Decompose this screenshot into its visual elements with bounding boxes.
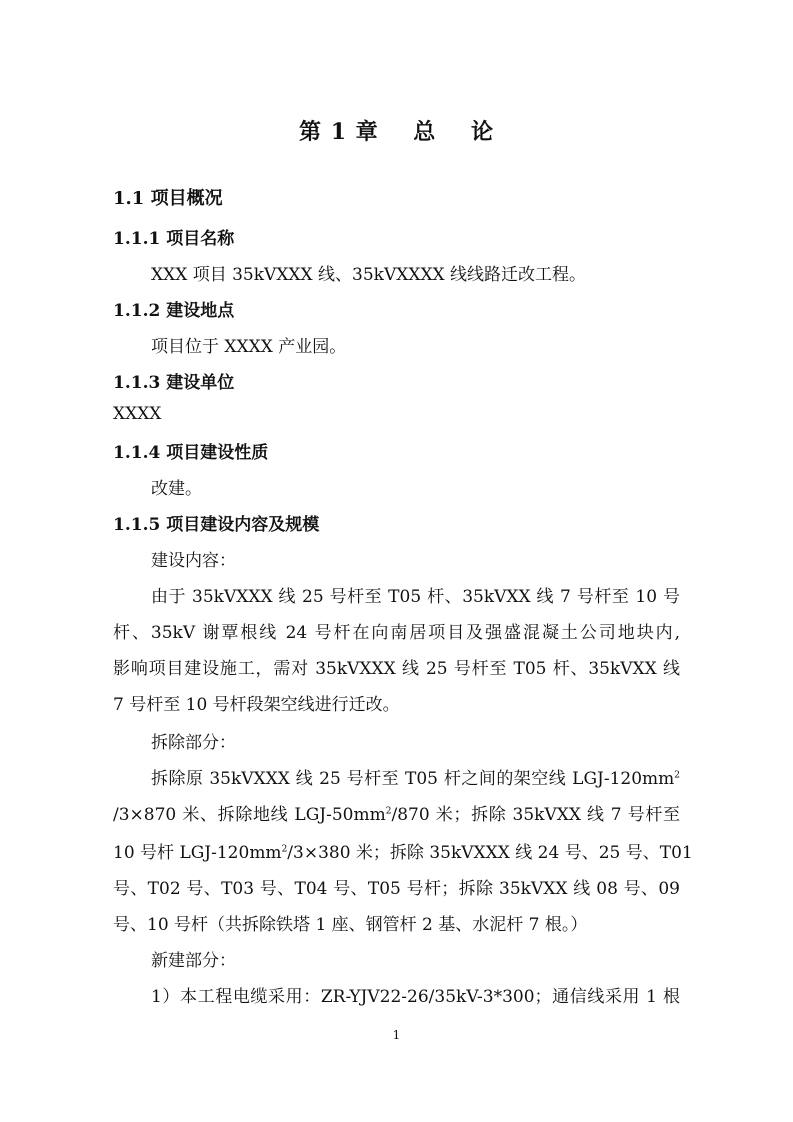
content-line: 由于 35kVXXX 线 25 号杆至 T05 杆、35kVXX 线 7 号杆至 10 号 <box>151 587 680 607</box>
new-line: 1）本工程电缆采用：ZR-YJV22-26/35kV-3*300；通信线采用 1 根 <box>151 987 680 1007</box>
page-number: 1 <box>392 1028 401 1042</box>
demolish-line: 拆除原 35kVXXX 线 25 号杆至 T05 杆之间的架空线 LGJ-$120mm^2$ <box>151 769 680 789</box>
content-label: 建设内容： <box>151 551 236 571</box>
section-heading-1-1-5: 1.1.5 项目建设内容及规模 <box>113 515 320 535</box>
demolish-line: 10 号杆 LGJ-$120mm^2/3\times 380$ 米；拆除 35kVXXX 线 24 号、25 号、T01 <box>113 843 693 863</box>
nature-text: 改建。 <box>151 479 202 499</box>
builder-text: XXXX <box>113 404 162 424</box>
section-heading-1-1-2: 1.1.2 建设地点 <box>113 301 235 321</box>
section-heading-1-1-4: 1.1.4 项目建设性质 <box>113 443 269 463</box>
content-line: 7 号杆至 10 号杆段架空线进行迁改。 <box>113 695 400 715</box>
section-heading-1-1-3: 1.1.3 建设单位 <box>113 373 235 393</box>
demolish-line: 号、10 号杆（共拆除铁塔 1 座、钢管杆 2 基、水泥杆 7 根。） <box>113 915 588 935</box>
location-text: 项目位于 XXXX 产业园。 <box>151 337 347 357</box>
demolish-line: 号、T02 号、T03 号、T04 号、T05 号杆；拆除 35kVXX 线 08 号、09 <box>113 879 680 899</box>
project-name-text: XXX 项目 35kVXXX 线、35kVXXXX 线线路迁改工程。 <box>151 265 587 285</box>
chapter-title: 第 1 章 总 论 <box>299 119 494 145</box>
section-heading-1-1: 1.1 项目概况 <box>113 188 223 209</box>
content-line: 杆、35kV 谢覃根线 24 号杆在向南居项目及强盛混凝土公司地块内, <box>113 623 680 643</box>
content-line: 影响项目建设施工，需对 35kVXXX 线 25 号杆至 T05 杆、35kVXX 线 <box>113 659 680 679</box>
section-heading-1-1-1: 1.1.1 项目名称 <box>113 229 235 249</box>
demolish-line: /3×870 米、拆除地线 LGJ-$50mm^2/870$ 米；拆除 35kVXX 线 7 号杆至 <box>113 805 680 825</box>
new-label: 新建部分： <box>151 951 236 971</box>
demolish-label: 拆除部分： <box>151 733 236 753</box>
